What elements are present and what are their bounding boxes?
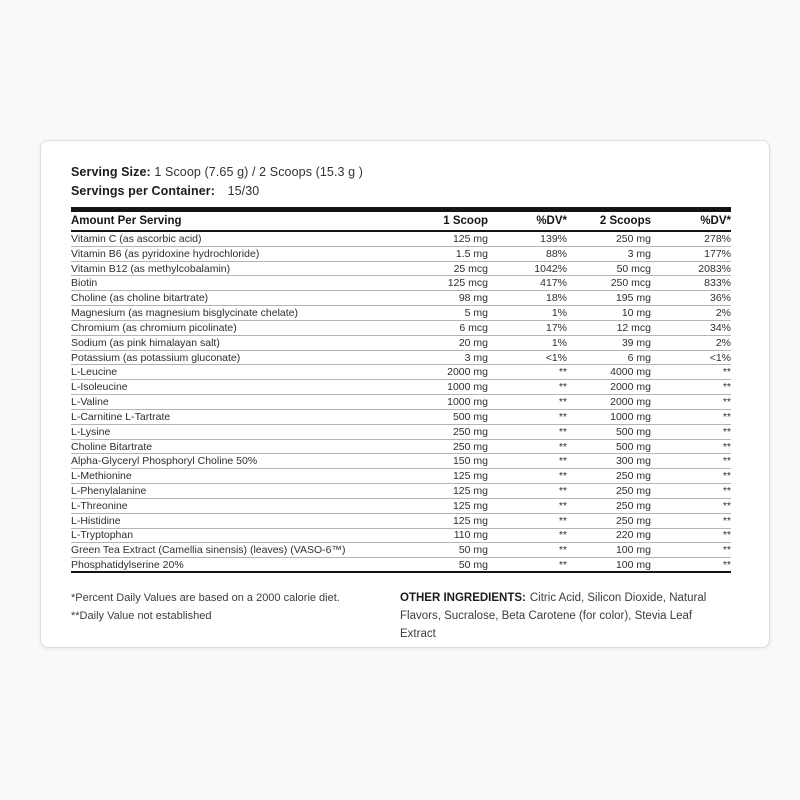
dv-2-scoops: 2% xyxy=(715,307,731,320)
dv-1-scoop: ** xyxy=(558,484,567,497)
ingredient-name: Green Tea Extract (Camellia sinensis) (leaves) (VASO-6™) xyxy=(71,544,346,557)
dv-2-scoops: ** xyxy=(722,558,731,571)
ingredient-name: L-Leucine xyxy=(71,366,118,379)
table-row xyxy=(71,351,731,366)
amount-1-scoop: 125 mg xyxy=(452,484,488,497)
amount-2-scoops: 4000 mg xyxy=(610,366,651,379)
ingredient-name: Phosphatidylserine 20% xyxy=(71,558,184,571)
ingredient-name: Chromium (as chromium picolinate) xyxy=(71,321,237,334)
amount-2-scoops: 500 mg xyxy=(615,440,651,453)
ingredient-name: Alpha-Glyceryl Phosphoryl Choline 50% xyxy=(71,455,258,468)
dv-1-scoop: ** xyxy=(558,544,567,557)
amount-1-scoop: 50 mg xyxy=(458,544,488,557)
dv-1-scoop: 1% xyxy=(551,307,567,320)
ingredient-name: L-Phenylalanine xyxy=(71,484,147,497)
amount-2-scoops: 10 mg xyxy=(621,307,651,320)
dv-1-scoop: ** xyxy=(558,558,567,571)
header-dv-2: %DV* xyxy=(700,215,731,227)
dv-2-scoops: <1% xyxy=(709,351,731,364)
amount-2-scoops: 39 mg xyxy=(621,336,651,349)
dv-1-scoop: 17% xyxy=(545,321,567,334)
dv-2-scoops: ** xyxy=(722,381,731,394)
amount-1-scoop: 25 mcg xyxy=(453,262,488,275)
ingredient-name: Sodium (as pink himalayan salt) xyxy=(71,336,220,349)
footnote-dv-not-established: **Daily Value not established xyxy=(71,610,212,623)
dv-1-scoop: 1% xyxy=(551,336,567,349)
dv-1-scoop: ** xyxy=(558,514,567,527)
amount-1-scoop: 1000 mg xyxy=(447,381,488,394)
dv-2-scoops: 36% xyxy=(709,292,731,305)
table-row xyxy=(71,469,731,484)
dv-2-scoops: ** xyxy=(722,425,731,438)
dv-2-scoops: ** xyxy=(722,410,731,423)
amount-2-scoops: 12 mcg xyxy=(616,321,651,334)
amount-2-scoops: 500 mg xyxy=(615,425,651,438)
amount-1-scoop: 125 mg xyxy=(452,499,488,512)
ingredient-name: Potassium (as potassium gluconate) xyxy=(71,351,241,364)
header-dv-1: %DV* xyxy=(536,215,567,227)
dv-1-scoop: 88% xyxy=(545,247,567,260)
amount-1-scoop: 1.5 mg xyxy=(455,247,488,260)
table-row xyxy=(71,410,731,425)
amount-1-scoop: 125 mcg xyxy=(447,277,488,290)
dv-2-scoops: ** xyxy=(722,484,731,497)
table-row xyxy=(71,232,731,247)
ingredient-name: L-Histidine xyxy=(71,514,121,527)
ingredient-name: L-Tryptophan xyxy=(71,529,134,542)
header-1-scoop: 1 Scoop xyxy=(443,215,488,227)
dv-2-scoops: 833% xyxy=(704,277,731,290)
amount-2-scoops: 6 mg xyxy=(627,351,651,364)
dv-1-scoop: ** xyxy=(558,440,567,453)
table-row xyxy=(71,276,731,291)
table-row xyxy=(71,558,731,573)
amount-2-scoops: 50 mcg xyxy=(616,262,651,275)
serving-size-label: Serving Size: xyxy=(71,165,151,179)
amount-2-scoops: 250 mcg xyxy=(610,277,651,290)
dv-2-scoops: 2% xyxy=(715,336,731,349)
table-row xyxy=(71,380,731,395)
ingredient-name: L-Valine xyxy=(71,396,109,409)
header-2-scoops: 2 Scoops xyxy=(599,215,651,227)
ingredient-name: Vitamin B12 (as methylcobalamin) xyxy=(71,262,231,275)
amount-1-scoop: 125 mg xyxy=(452,232,488,245)
ingredient-name: L-Lysine xyxy=(71,425,111,438)
table-row xyxy=(71,514,731,529)
dv-1-scoop: ** xyxy=(558,529,567,542)
dv-2-scoops: 278% xyxy=(704,232,731,245)
servings-per-container-label: Servings per Container: xyxy=(71,184,215,198)
dv-2-scoops: 2083% xyxy=(698,262,731,275)
table-row xyxy=(71,529,731,544)
footnotes xyxy=(71,589,400,643)
dv-1-scoop: 1042% xyxy=(534,262,567,275)
amount-1-scoop: 150 mg xyxy=(452,455,488,468)
amount-1-scoop: 5 mg xyxy=(464,307,488,320)
ingredient-name: Biotin xyxy=(71,277,98,290)
dv-1-scoop: ** xyxy=(558,455,567,468)
dv-2-scoops: ** xyxy=(722,470,731,483)
amount-1-scoop: 6 mcg xyxy=(459,321,488,334)
table-row xyxy=(71,395,731,410)
footnote-percent-dv: *Percent Daily Values are based on a 2000 calorie diet. xyxy=(71,592,340,605)
amount-1-scoop: 2000 mg xyxy=(447,366,488,379)
table-row xyxy=(71,291,731,306)
table-row xyxy=(71,321,731,336)
table-header-row xyxy=(71,212,731,232)
amount-1-scoop: 250 mg xyxy=(452,425,488,438)
other-ingredients-label: OTHER INGREDIENTS: xyxy=(400,592,526,605)
amount-2-scoops: 250 mg xyxy=(615,514,651,527)
amount-2-scoops: 250 mg xyxy=(615,484,651,497)
table-row xyxy=(71,484,731,499)
amount-1-scoop: 110 mg xyxy=(453,529,488,542)
table-row xyxy=(71,306,731,321)
table-body xyxy=(71,232,731,573)
dv-2-scoops: ** xyxy=(722,514,731,527)
ingredient-name: L-Carnitine L-Tartrate xyxy=(71,410,171,423)
dv-1-scoop: 417% xyxy=(540,277,567,290)
amount-2-scoops: 220 mg xyxy=(615,529,651,542)
amount-2-scoops: 2000 mg xyxy=(610,396,651,409)
amount-2-scoops: 3 mg xyxy=(627,247,651,260)
servings-per-container-value: 15/30 xyxy=(227,184,260,198)
dv-1-scoop: 139% xyxy=(540,232,567,245)
table-row xyxy=(71,336,731,351)
ingredient-name: Vitamin C (as ascorbic acid) xyxy=(71,232,202,245)
dv-2-scoops: ** xyxy=(722,455,731,468)
dv-2-scoops: ** xyxy=(722,544,731,557)
amount-1-scoop: 250 mg xyxy=(452,440,488,453)
dv-2-scoops: ** xyxy=(722,440,731,453)
amount-2-scoops: 300 mg xyxy=(615,455,651,468)
servings-per-container-line xyxy=(71,182,731,201)
dv-2-scoops: ** xyxy=(722,396,731,409)
table-row xyxy=(71,365,731,380)
dv-2-scoops: 34% xyxy=(709,321,731,334)
amount-1-scoop: 3 mg xyxy=(464,351,488,364)
dv-1-scoop: <1% xyxy=(545,351,567,364)
amount-2-scoops: 250 mg xyxy=(615,470,651,483)
dv-1-scoop: 18% xyxy=(545,292,567,305)
dv-2-scoops: ** xyxy=(722,529,731,542)
dv-1-scoop: ** xyxy=(558,425,567,438)
ingredient-name: L-Isoleucine xyxy=(71,381,128,394)
amount-2-scoops: 100 mg xyxy=(615,558,651,571)
amount-2-scoops: 250 mg xyxy=(615,499,651,512)
amount-1-scoop: 1000 mg xyxy=(447,396,488,409)
ingredient-name: Magnesium (as magnesium bisglycinate chelate) xyxy=(71,307,299,320)
table-row xyxy=(71,543,731,558)
dv-1-scoop: ** xyxy=(558,499,567,512)
amount-2-scoops: 195 mg xyxy=(615,292,651,305)
label-footer xyxy=(71,589,731,643)
amount-2-scoops: 1000 mg xyxy=(610,410,651,423)
dv-2-scoops: ** xyxy=(722,366,731,379)
amount-1-scoop: 98 mg xyxy=(458,292,488,305)
ingredient-name: L-Threonine xyxy=(71,499,128,512)
table-row xyxy=(71,499,731,514)
amount-1-scoop: 500 mg xyxy=(452,410,488,423)
table-row xyxy=(71,425,731,440)
ingredient-name: Choline (as choline bitartrate) xyxy=(71,292,209,305)
serving-size-value: 1 Scoop (7.65 g) / 2 Scoops (15.3 g ) xyxy=(154,165,364,179)
other-ingredients-text: Citric Acid, Silicon Dioxide, Natural Flavors, Sucralose, Beta Carotene (for color), Stevia Leaf Extract xyxy=(400,592,707,641)
other-ingredients xyxy=(400,589,731,643)
dv-1-scoop: ** xyxy=(558,381,567,394)
serving-size-line xyxy=(71,163,731,182)
dv-1-scoop: ** xyxy=(558,410,567,423)
ingredient-name: Choline Bitartrate xyxy=(71,440,153,453)
amount-2-scoops: 250 mg xyxy=(615,232,651,245)
ingredient-name: L-Methionine xyxy=(71,470,132,483)
dv-1-scoop: ** xyxy=(558,470,567,483)
table-row xyxy=(71,440,731,455)
amount-1-scoop: 20 mg xyxy=(458,336,488,349)
supplement-facts-card xyxy=(40,140,770,648)
amount-1-scoop: 125 mg xyxy=(452,470,488,483)
dv-2-scoops: ** xyxy=(722,499,731,512)
dv-2-scoops: 177% xyxy=(704,247,731,260)
amount-1-scoop: 125 mg xyxy=(452,514,488,527)
dv-1-scoop: ** xyxy=(558,366,567,379)
amount-2-scoops: 100 mg xyxy=(615,544,651,557)
amount-2-scoops: 2000 mg xyxy=(610,381,651,394)
header-amount-per-serving: Amount Per Serving xyxy=(71,215,182,227)
dv-1-scoop: ** xyxy=(558,396,567,409)
amount-1-scoop: 50 mg xyxy=(458,558,488,571)
table-row xyxy=(71,262,731,277)
table-row xyxy=(71,247,731,262)
ingredient-name: Vitamin B6 (as pyridoxine hydrochloride) xyxy=(71,247,260,260)
table-row xyxy=(71,454,731,469)
